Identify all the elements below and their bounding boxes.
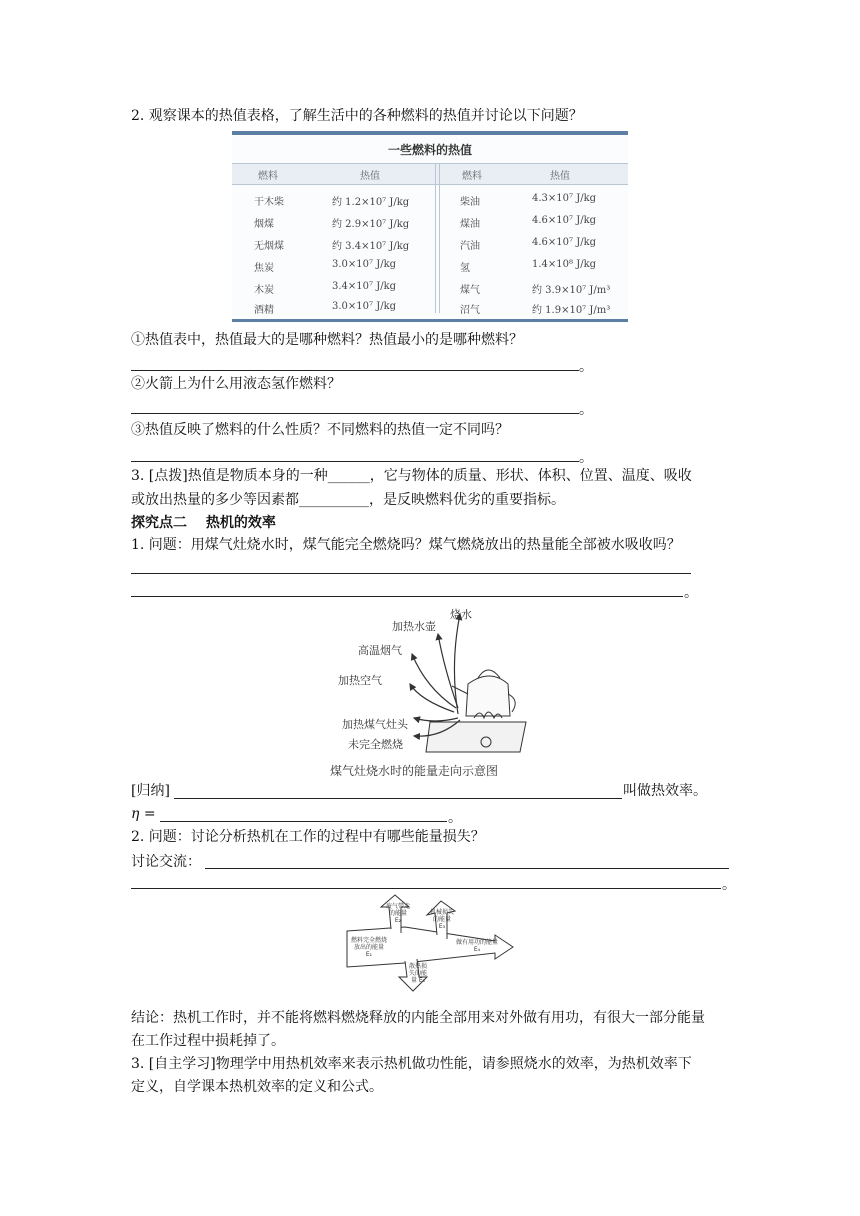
fuel-name: 煤油 [460, 219, 480, 230]
fuel-value: 约 1.9×10⁷ J/m³ [532, 305, 611, 316]
label-incomplete-combustion: 未完全燃烧 [348, 738, 403, 751]
summary-suffix: 叫做热效率。 [623, 783, 707, 799]
flow-input-label: 燃料完全燃烧放出的能量 E₁ [351, 937, 388, 958]
answer-period: 。 [579, 402, 593, 418]
fuel-name: 汽油 [460, 241, 480, 252]
answer-line[interactable] [205, 868, 729, 869]
fuel-value: 4.3×10⁷ J/kg [532, 193, 597, 204]
fuel-value: 4.6×10⁷ J/kg [532, 237, 597, 248]
fuel-heat-value-table [232, 131, 628, 323]
answer-period: 。 [722, 877, 736, 893]
table-title: 一些燃料的热值 [387, 143, 472, 157]
header-value-right: 热值 [550, 171, 570, 182]
question-2-item-2: ②火箭上为什么用液态氢作燃料？ [131, 376, 341, 392]
table-bottom-border [232, 319, 628, 322]
engine-energy-flow-figure [345, 893, 515, 993]
answer-line[interactable] [131, 888, 721, 889]
flow-mechanical-loss-label: 机械损失的能量 E₃ [429, 909, 454, 930]
fuel-value: 4.6×10⁷ J/kg [532, 215, 597, 226]
fuel-value: 3.0×10⁷ J/kg [332, 259, 397, 270]
flow-heat-loss-label: 散热损失的能量 E₅ [408, 963, 427, 984]
stove-figure-caption: 煤气灶烧水时的能量走向示意图 [330, 764, 499, 778]
efficiency-label: η = [131, 806, 156, 822]
fuel-value: 3.4×10⁷ J/kg [332, 281, 397, 292]
answer-line[interactable] [160, 821, 447, 822]
label-heat-kettle: 加热水壶 [392, 620, 436, 633]
flow-useful-work-label: 做有用功的能量 E₄ [455, 939, 498, 953]
fuel-name: 木炭 [254, 285, 274, 296]
section-2-question-1: 1. 问题：用煤气灶烧水时，煤气能完全燃烧吗？煤气燃烧放出的热量能全部被水吸收吗？ [131, 537, 681, 553]
fuel-name: 无烟煤 [254, 241, 284, 252]
fuel-value: 3.0×10⁷ J/kg [332, 301, 397, 312]
answer-line[interactable] [131, 370, 579, 371]
fuel-name: 氢 [460, 263, 470, 274]
answer-line[interactable] [131, 461, 579, 462]
label-boil-water: 烧水 [450, 608, 472, 621]
conclusion-line-2: 在工作过程中损耗掉了。 [131, 1033, 285, 1049]
fuel-name: 煤气 [460, 285, 480, 296]
label-heat-air: 加热空气 [338, 674, 382, 687]
answer-line[interactable] [131, 596, 683, 597]
header-fuel-left: 燃料 [258, 171, 278, 182]
question-3-line-2: 或放出热量的多少等因素都__________，是反映燃料优劣的重要指标。 [131, 492, 565, 508]
answer-line[interactable] [131, 573, 691, 574]
flow-exhaust-label: 废气带走的能量 E₂ [385, 903, 410, 924]
fuel-value: 约 2.9×10⁷ J/kg [332, 219, 410, 230]
section-2-question-3-line-2: 定义，自学课本热机效率的定义和公式。 [131, 1079, 383, 1095]
table-column-divider [435, 163, 440, 313]
section-2-question-2: 2. 问题：讨论分析热机在工作的过程中有哪些能量损失？ [131, 829, 485, 845]
question-2-item-3: ③热值反映了燃料的什么性质？不同燃料的热值一定不同吗？ [131, 422, 509, 438]
stove-energy-figure [330, 604, 530, 776]
question-2-intro: 2. 观察课本的热值表格，了解生活中的各种燃料的热值并讨论以下问题？ [131, 108, 583, 124]
section-2-question-3-line-1: 3. [自主学习]物理学中用热机效率来表示热机做功性能，请参照烧水的效率，为热机效率下 [131, 1056, 692, 1072]
answer-period: 。 [579, 450, 593, 466]
fuel-name: 沼气 [460, 305, 480, 316]
label-heat-burner: 加热煤气灶头 [342, 718, 408, 731]
fuel-name: 烟煤 [254, 219, 274, 230]
fuel-name: 焦炭 [254, 263, 274, 274]
fuel-value: 约 1.2×10⁷ J/kg [332, 197, 410, 208]
discussion-label: 讨论交流： [131, 854, 201, 870]
fuel-name: 酒精 [254, 305, 274, 316]
question-3-line-1: 3. [点拨]热值是物质本身的一种______，它与物体的质量、形状、体积、位置、温度、吸收 [131, 468, 692, 484]
header-value-left: 热值 [360, 171, 380, 182]
answer-period: 。 [684, 585, 698, 601]
fuel-value: 约 3.4×10⁷ J/kg [332, 241, 410, 252]
question-2-item-1: ①热值表中，热值最大的是哪种燃料？热值最小的是哪种燃料？ [131, 332, 523, 348]
conclusion-line-1: 结论：热机工作时，并不能将燃料燃烧释放的内能全部用来对外做有用功，有很大一部分能量 [131, 1010, 705, 1026]
answer-line[interactable] [131, 413, 579, 414]
answer-line[interactable] [174, 798, 622, 799]
answer-period: 。 [448, 810, 462, 826]
table-top-border [232, 131, 628, 135]
header-fuel-right: 燃料 [462, 171, 482, 182]
section-2-title: 探究点二 热机的效率 [131, 515, 276, 531]
fuel-name: 干木柴 [254, 197, 284, 208]
summary-prefix: [归纳] [131, 783, 170, 799]
answer-period: 。 [579, 359, 593, 375]
fuel-value: 约 3.9×10⁷ J/m³ [532, 285, 611, 296]
fuel-value: 1.4×10⁸ J/kg [532, 259, 597, 270]
label-hot-flue-gas: 高温烟气 [358, 644, 402, 657]
fuel-name: 柴油 [460, 197, 480, 208]
